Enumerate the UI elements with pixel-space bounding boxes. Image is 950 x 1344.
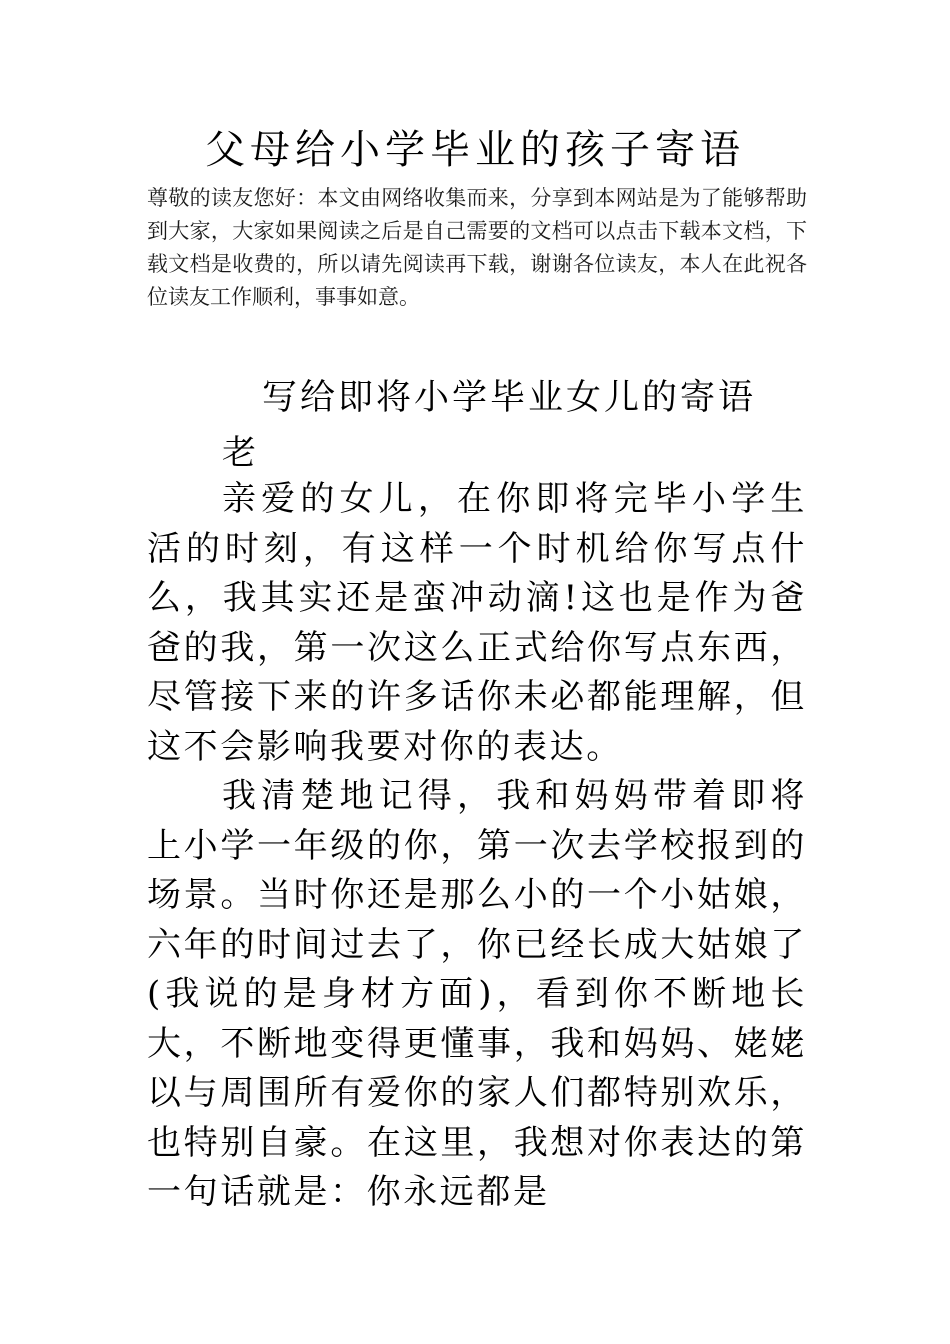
article-title: 写给即将小学毕业女儿的寄语 <box>262 378 757 418</box>
article-body <box>147 475 807 1218</box>
document-title: 父母给小学毕业的孩子寄语 <box>205 127 745 173</box>
download-notice: 尊敬的读友您好：本文由网络收集而来，分享到本网站是为了能够帮助到大家，大家如果阅读之后是自己需要的文档可以点击下载本文档，下载文档是收费的，所以请先阅读再下载，谢谢各位读友，本人在此祝各位读友工作顺利，事事如意。 <box>147 186 807 309</box>
paragraph: 我清楚地记得，我和妈妈带着即将上小学一年级的你，第一次去学校报到的场景。当时你还是那么小的一个小姑娘，六年的时间过去了，你已经长成大姑娘了(我说的是身材方面)，看到你不断地长大，不断地变得更懂事，我和妈妈、姥姥以与周围所有爱你的家人们都特别欢乐，也特别自豪。在这里，我想对你表达的第一句话就是：你永远都是 <box>147 776 807 1212</box>
author-line: 老 <box>222 433 256 473</box>
paragraph: 亲爱的女儿，在你即将完毕小学生活的时刻，有这样一个时机给你写点什么，我其实还是蛮冲动滴!这也是作为爸爸的我，第一次这么正式给你写点东西，尽管接下来的许多话你未必都能理解，但这不会影响我要对你的表达。 <box>147 479 807 767</box>
